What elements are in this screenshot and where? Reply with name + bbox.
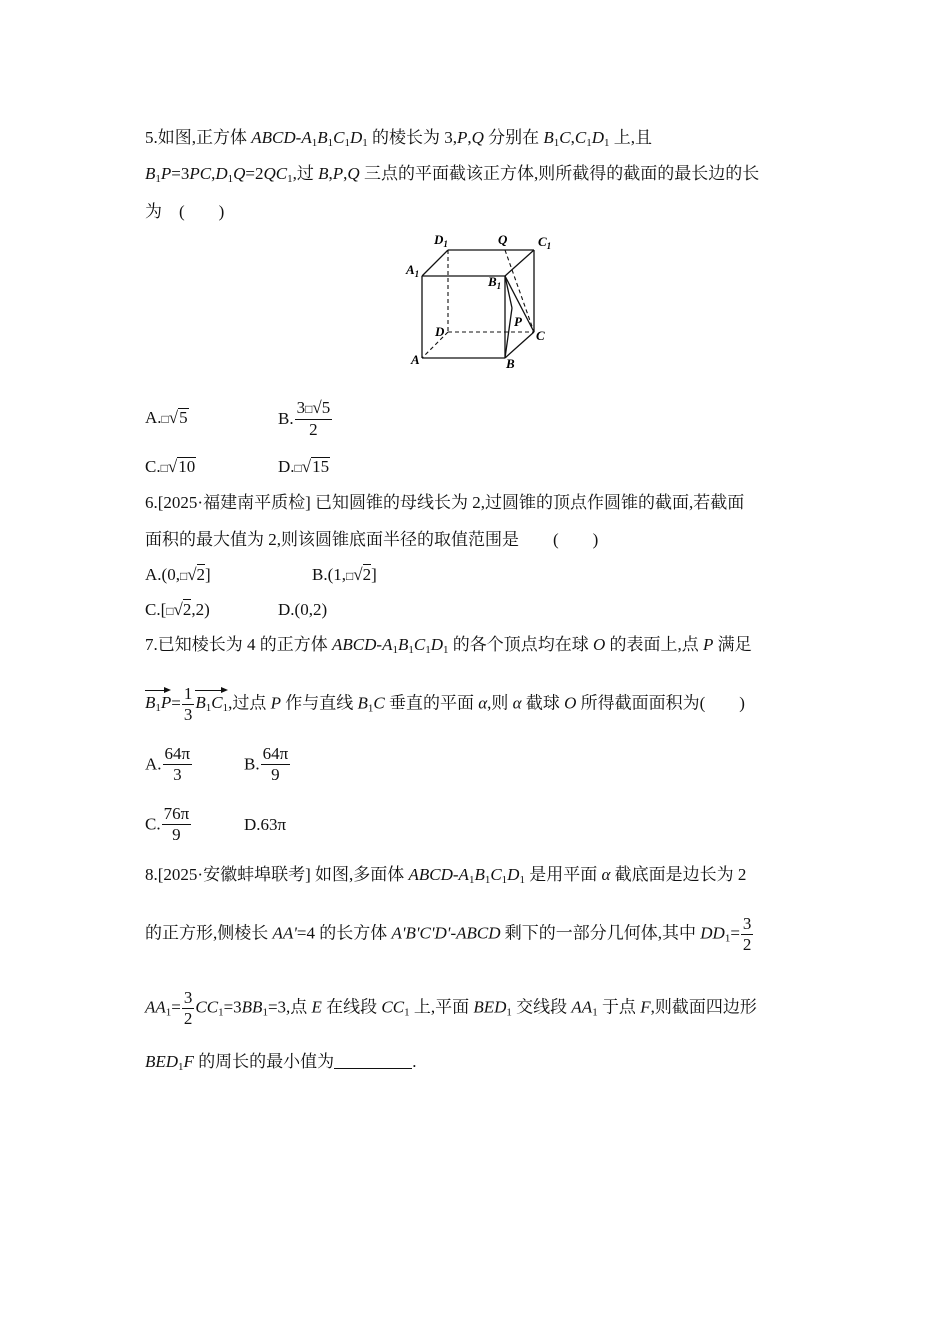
q7-option-b[interactable]: B. $\frac{64\pi}{9}$ — [244, 744, 289, 784]
q8-line2: 的正方形,侧棱长 AA'=4 的长方体 A'B'C'D'-ABCD 剩下的一部分几何体,其中 $DD_1=$ $\frac{3}{2}$ — [145, 914, 752, 954]
q5-option-c[interactable]: C.□√10 — [145, 457, 196, 476]
q6-line1: 6.[2025·福建南平质检] 已知圆锥的母线长为 2,过圆锥的顶点作圆锥的截面,若截面 — [145, 493, 745, 512]
q6-option-a[interactable]: A.(0,□√2] — [145, 565, 211, 584]
label-P: P — [514, 314, 522, 329]
q7-line2: $B_1P=$ $\frac{1}{3}$ $B_1C_1$,过点 P 作与直线 $B_1C$ 垂直的平面 α,则 α 截球 O 所得截面面积为( ) — [145, 684, 745, 724]
q7-option-a[interactable]: A. $\frac{64\pi}{3}$ — [145, 744, 191, 784]
q6-line2: 面积的最大值为 2,则该圆锥底面半径的取值范围是 ( ) — [145, 530, 599, 549]
label-C1: $C_1$ — [538, 234, 552, 251]
label-B: B — [506, 356, 515, 371]
q5-option-b[interactable]: B. $\frac{3□√5}{2}$ — [278, 398, 331, 439]
vector-b1c1: $B_1C_1$ — [195, 688, 228, 714]
q5-line2: $B_1P=3PC,D_1Q=2QC_1$,过 B,P,Q 三点的平面截该正方体,则所截得的截面的最长边的长 — [145, 164, 760, 185]
q5-option-a[interactable]: A.□√5 — [145, 407, 189, 430]
q7-option-d[interactable]: D.63π — [244, 815, 287, 834]
label-D1: $D_1$ — [434, 232, 448, 249]
q5-option-d[interactable]: D.□√15 — [278, 457, 330, 476]
q8-line4: $BED_1F$ 的周长的最小值为 . — [145, 1052, 417, 1073]
q8-line1: 8.[2025·安徽蚌埠联考] 如图,多面体 ABCD-$A_1B_1C_1D_1$ 是用平面 α 截底面是边长为 2 — [145, 865, 747, 886]
label-A: A — [411, 352, 420, 367]
q6-option-d[interactable]: D.(0,2) — [278, 600, 328, 619]
q8-line3: $AA_1=$ $\frac{3}{2}$ $CC_1=3BB_1=3$,点 E 在线段 $CC_1$ 上,平面 $BED_1$ 交线段 $AA_1$ 于点 F,则截面四边形 — [145, 988, 757, 1028]
label-A1: $A_1$ — [406, 262, 420, 279]
cube-figure — [400, 228, 560, 374]
vector-b1p: $B_1P$ — [145, 688, 171, 714]
q7-line1: 7.已知棱长为 4 的正方体 ABCD-$A_1B_1C_1D_1$ 的各个顶点均在球 O 的表面上,点 P 满足 — [145, 635, 752, 656]
answer-blank[interactable] — [334, 1052, 412, 1069]
radical: □√5 — [161, 408, 188, 427]
q7-option-c[interactable]: C. $\frac{76\pi}{9}$ — [145, 804, 190, 844]
label-B1: $B_1$ — [488, 274, 502, 291]
label-D: D — [435, 324, 445, 339]
label-C: C — [536, 328, 545, 343]
q6-option-c[interactable]: C.[□√2,2) — [145, 600, 210, 619]
label-Q: Q — [498, 232, 508, 247]
q5-line3: 为 ( ) — [145, 202, 225, 221]
q5-line1: 5.如图,正方体 ABCD-$A_1B_1C_1D_1$ 的棱长为 3,P,Q 分别在 $B_1C,C_1D_1$ 上,且 — [145, 128, 652, 149]
q6-option-b[interactable]: B.(1,□√2] — [312, 565, 377, 584]
